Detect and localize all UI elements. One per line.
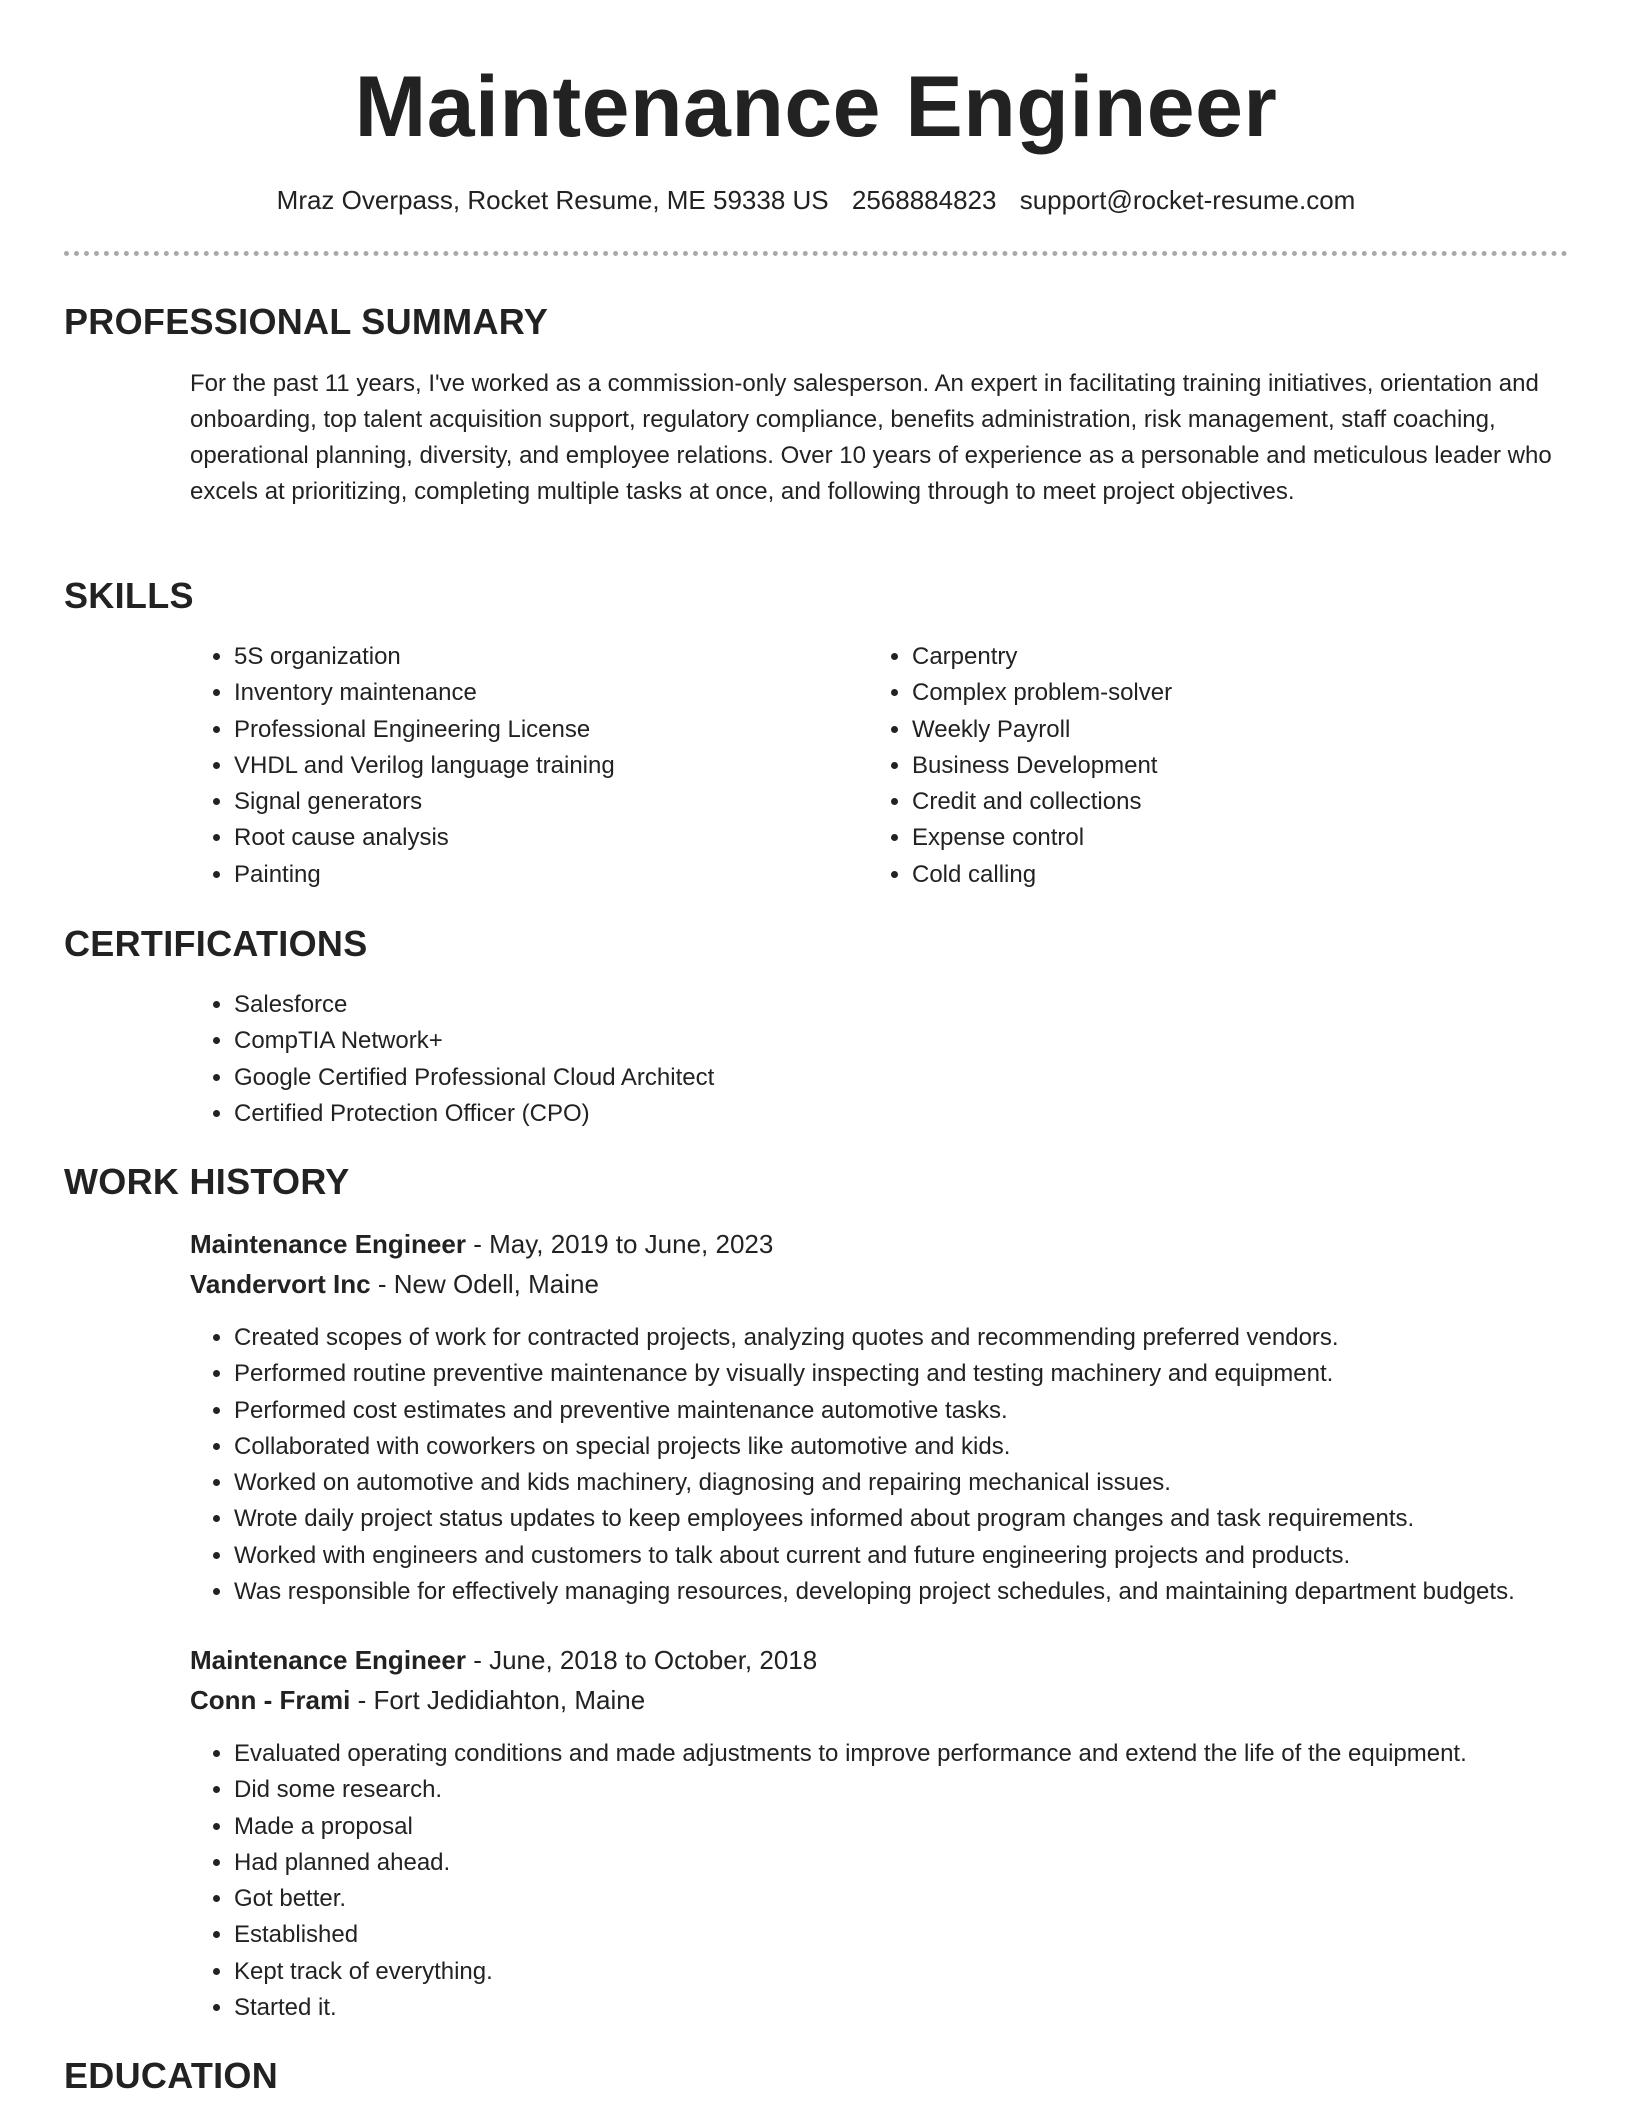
list-item: • Kept track of everything.: [234, 1954, 1632, 1990]
list-item: • Created scopes of work for contracted projects, analyzing quotes and recommending preferred vendors.: [234, 1320, 1632, 1356]
summary-text: For the past 11 years, I've worked as a commission-only salesperson. An expert in facilitating training initiatives, orientation and onboarding, top talent acquisition support, regulatory compliance, benefits administration, risk management, staff coaching, operational planning, diversity, and employee relations. Over 10 years of experience as a personable and meticulous leader who excels at prioritizing, completing multiple tasks at once, and following through to meet project objectives.: [190, 370, 1552, 505]
list-item: • Collaborated with coworkers on special projects like automotive and kids.: [234, 1429, 1632, 1465]
job-dates: - May, 2019 to June, 2023: [465, 1229, 774, 1259]
list-item: • VHDL and Verilog language training: [234, 748, 854, 784]
list-item: • Worked on automotive and kids machinery, diagnosing and repairing mechanical issues.: [234, 1465, 1632, 1501]
list-item: • Did some research.: [234, 1772, 1632, 1808]
job-title-line: [190, 1642, 817, 1678]
job-bullets: [190, 1736, 1632, 2026]
list-item: • Worked with engineers and customers to talk about current and future engineering projects and products.: [234, 1538, 1632, 1574]
job-location: - Fort Jedidiahton, Maine: [350, 1685, 646, 1715]
job-bullets: [190, 1320, 1632, 1610]
list-item: • Got better.: [234, 1881, 1632, 1917]
list-item: • Made a proposal: [234, 1809, 1632, 1845]
summary-heading: PROFESSIONAL SUMMARY: [64, 301, 549, 342]
skills-list-right: [868, 639, 1552, 893]
job-title-line: [190, 1226, 773, 1262]
resume-title: Maintenance Engineer: [354, 59, 1278, 155]
work-history-heading: WORK HISTORY: [64, 1161, 350, 1202]
list-item: • Performed routine preventive maintenance by visually inspecting and testing machinery and equipment.: [234, 1356, 1632, 1392]
list-item: • Complex problem-solver: [912, 675, 1552, 711]
list-item: • CompTIA Network+: [234, 1023, 1534, 1059]
contact-phone: 2568884823: [851, 185, 997, 215]
contact-line: [0, 182, 1632, 218]
contact-address: Mraz Overpass, Rocket Resume, ME 59338 US: [276, 185, 829, 215]
list-item: • Certified Protection Officer (CPO): [234, 1096, 1534, 1132]
list-item: • Signal generators: [234, 784, 854, 820]
list-item: • Professional Engineering License: [234, 712, 854, 748]
list-item: • Business Development: [912, 748, 1552, 784]
education-heading: EDUCATION: [64, 2055, 279, 2096]
job-company-line: [190, 1266, 599, 1302]
list-item: • Carpentry: [912, 639, 1552, 675]
list-item: • Performed cost estimates and preventive maintenance automotive tasks.: [234, 1393, 1632, 1429]
list-item: • Expense control: [912, 820, 1552, 856]
job-company: Conn - Frami: [190, 1685, 351, 1715]
skills-heading: SKILLS: [64, 575, 194, 616]
list-item: • Inventory maintenance: [234, 675, 854, 711]
job-title: Maintenance Engineer: [190, 1229, 466, 1259]
list-item: • Cold calling: [912, 857, 1552, 893]
list-item: • Painting: [234, 857, 854, 893]
list-item: • Credit and collections: [912, 784, 1552, 820]
list-item: • Root cause analysis: [234, 820, 854, 856]
job-title: Maintenance Engineer: [190, 1645, 466, 1675]
job-location: - New Odell, Maine: [370, 1269, 599, 1299]
list-item: • Wrote daily project status updates to keep employees informed about program changes and task requirements.: [234, 1501, 1632, 1537]
header-divider: [64, 251, 1568, 256]
skills-list-left: [190, 639, 854, 893]
job-company-line: [190, 1682, 645, 1718]
contact-email: support@rocket-resume.com: [1019, 185, 1356, 215]
list-item: • Salesforce: [234, 987, 1534, 1023]
job-dates: - June, 2018 to October, 2018: [465, 1645, 818, 1675]
list-item: • Google Certified Professional Cloud Architect: [234, 1060, 1534, 1096]
list-item: • Weekly Payroll: [912, 712, 1552, 748]
list-item: • Established: [234, 1917, 1632, 1953]
certifications-heading: CERTIFICATIONS: [64, 923, 368, 964]
list-item: • Was responsible for effectively managing resources, developing project schedules, and maintaining department budgets.: [234, 1574, 1632, 1610]
list-item: • 5S organization: [234, 639, 854, 675]
list-item: • Had planned ahead.: [234, 1845, 1632, 1881]
list-item: • Started it.: [234, 1990, 1632, 2026]
certifications-list: [190, 987, 1534, 1132]
list-item: • Evaluated operating conditions and made adjustments to improve performance and extend the life of the equipment.: [234, 1736, 1632, 1772]
job-company: Vandervort Inc: [190, 1269, 371, 1299]
